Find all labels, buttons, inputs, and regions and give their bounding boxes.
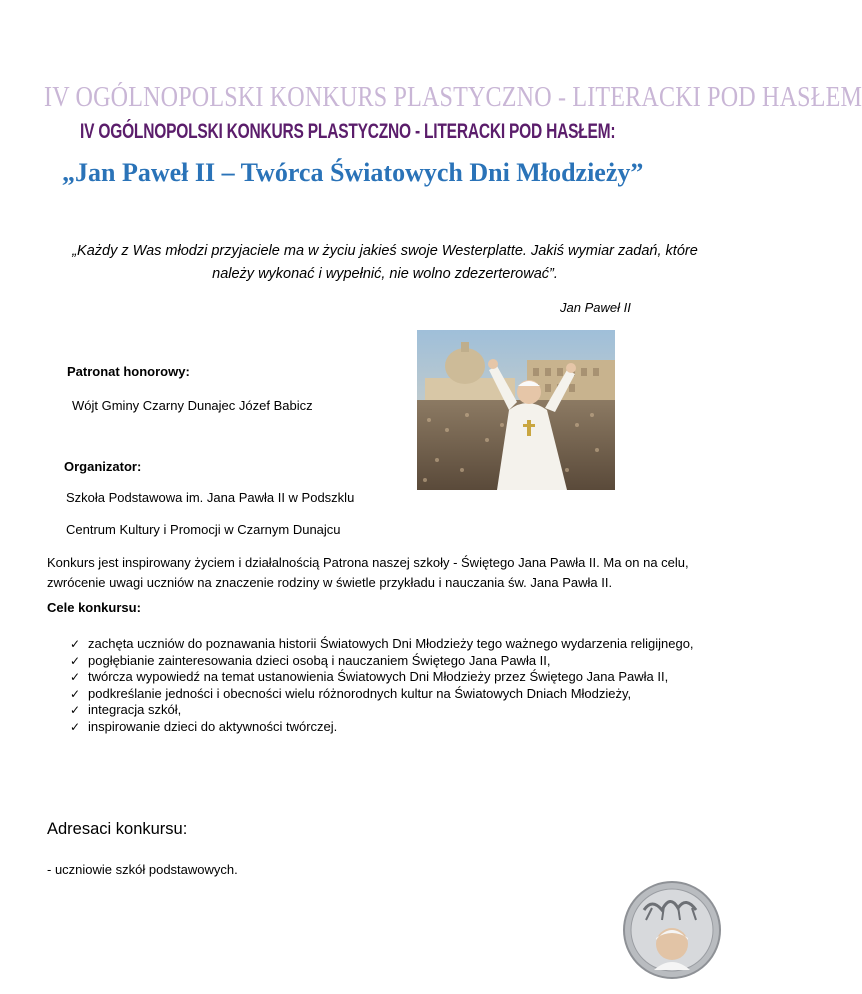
checkmark-icon: ✓	[70, 637, 81, 651]
list-item	[70, 653, 710, 670]
patronat-label: Patronat honorowy:	[67, 364, 190, 379]
goal-text: integracja szkół,	[88, 702, 182, 717]
decorative-title: IV OGÓLNOPOLSKI KONKURS PLASTYCZNO - LITERACKI POD HASŁEM	[44, 82, 862, 113]
page-title: IV OGÓLNOPOLSKI KONKURS PLASTYCZNO - LITERACKI POD HASŁEM:	[80, 120, 616, 143]
addressees-text: - uczniowie szkół podstawowych.	[47, 862, 238, 877]
goal-text: pogłębianie zainteresowania dzieci osobą i nauczaniem Świętego Jana Pawła II,	[88, 652, 551, 668]
checkmark-icon: ✓	[70, 703, 81, 717]
checkmark-icon: ✓	[70, 686, 81, 701]
goals-list	[70, 636, 710, 735]
addressees-heading: Adresaci konkursu:	[47, 820, 188, 838]
list-item	[70, 636, 710, 653]
patronat-name: Wójt Gminy Czarny Dunajec Józef Babicz	[72, 398, 313, 413]
checkmark-icon: ✓	[70, 719, 81, 734]
intro-paragraph: Konkurs jest inspirowany życiem i działalnością Patrona naszej szkoły - Świętego Jana Pawła II. Ma on na celu, zwrócenie uwagi uczniów na znaczenie rodziny w świetle przykładu i nauczania św. Jana Pawła II.	[47, 555, 689, 590]
quote-author: Jan Paweł II	[560, 300, 631, 315]
medal-image	[622, 880, 722, 980]
quote-text: „Każdy z Was młodzi przyjaciele ma w życiu jakieś swoje Westerplatte. Jakiś wymiar zadań, które należy wykonać i wypełnić, nie wolno zdezerterować”.	[72, 243, 698, 282]
list-item	[70, 669, 710, 686]
checkmark-icon: ✓	[70, 653, 81, 668]
goal-text: zachęta uczniów do poznawania historii Światowych Dni Młodzieży tego ważnego wydarzenia religijnego,	[88, 636, 694, 651]
organizator-item: Centrum Kultury i Promocji w Czarnym Dunajcu	[66, 522, 341, 537]
organizator-item: Szkoła Podstawowa im. Jana Pawła II w Podszklu	[66, 490, 355, 505]
list-item	[70, 719, 710, 736]
checkmark-icon: ✓	[70, 670, 81, 684]
goal-text: inspirowanie dzieci do aktywności twórczej.	[88, 718, 338, 734]
list-item	[70, 686, 710, 703]
contest-theme: „Jan Paweł II – Twórca Światowych Dni Młodzieży”	[62, 158, 644, 187]
goal-text: twórcza wypowiedź na temat ustanowienia Światowych Dni Młodzieży przez Świętego Jana Pawła II,	[88, 669, 669, 684]
pope-photo	[417, 330, 615, 490]
list-item	[70, 702, 710, 719]
goals-heading: Cele konkursu:	[47, 600, 141, 615]
goal-text: podkreślanie jedności i obecności wielu różnorodnych kultur na Światowych Dniach Młodzieży,	[88, 685, 632, 701]
organizator-label: Organizator:	[64, 459, 142, 474]
